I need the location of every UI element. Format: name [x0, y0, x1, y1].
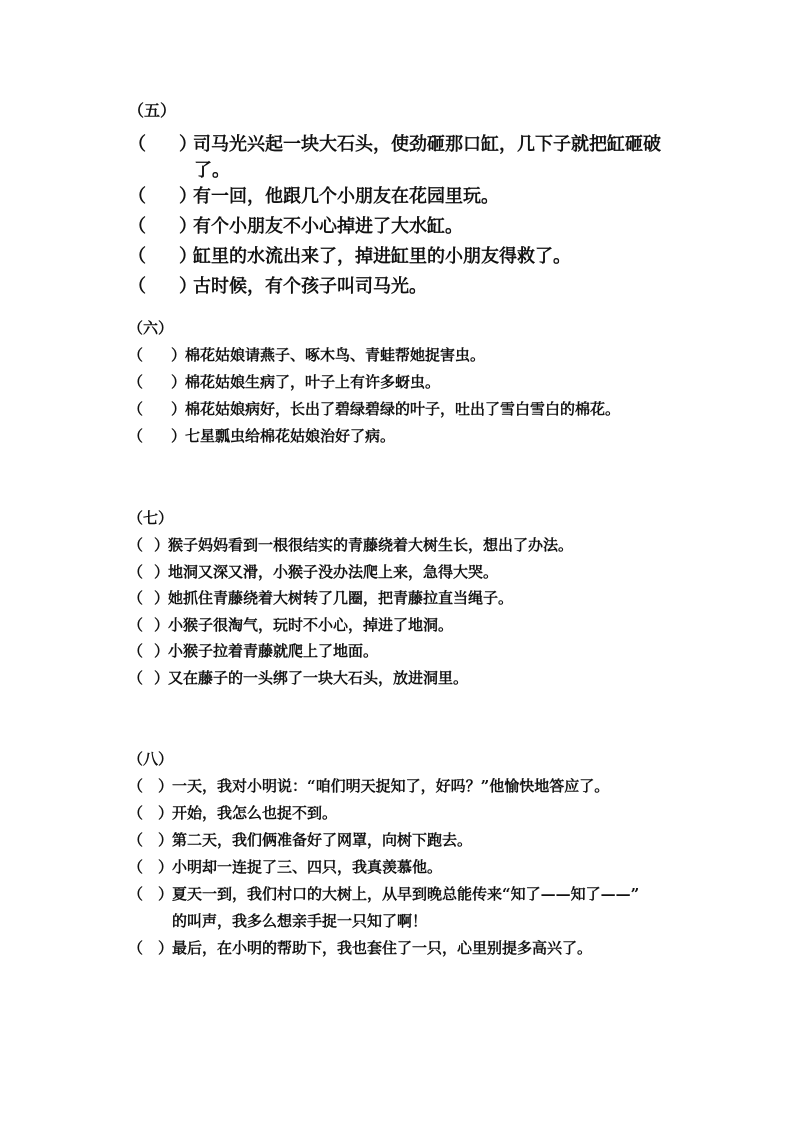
ordering-item	[128, 935, 748, 962]
answer-blank[interactable]	[128, 638, 170, 665]
ordering-item	[128, 773, 748, 800]
close-paren: ）	[158, 885, 174, 903]
item-text: 夏天一到，我们村口的大树上，从早到晚总能传来“知了——知了——”	[172, 885, 640, 903]
open-paren: （	[128, 939, 144, 957]
item-text: 最后，在小明的帮助下，我也套住了一只，心里别提多高兴了。	[172, 939, 593, 957]
open-paren: （	[128, 246, 146, 267]
item-text: 有一回，他跟几个小朋友在花园里玩。	[193, 186, 499, 207]
answer-blank[interactable]	[128, 182, 197, 212]
open-paren: （	[128, 400, 144, 418]
item-text: 小猴子很淘气，玩时不小心，掉进了地洞。	[168, 615, 454, 634]
ordering-item	[128, 423, 748, 450]
answer-blank[interactable]	[128, 854, 174, 881]
section-heading: （八）	[128, 750, 174, 768]
answer-blank[interactable]	[128, 612, 170, 639]
answer-blank[interactable]	[128, 272, 197, 302]
open-paren: （	[128, 777, 144, 795]
close-paren: ）	[179, 246, 197, 267]
item-text: 地洞又深又滑，小猴子没办法爬上来，急得大哭。	[168, 562, 499, 581]
ordering-item	[128, 800, 748, 827]
answer-blank[interactable]	[128, 342, 187, 369]
item-text: 第二天，我们俩准备好了网罩，向树下跑去。	[172, 831, 473, 849]
ordering-item	[128, 559, 748, 586]
section-heading: （七）	[128, 509, 174, 527]
open-paren: （	[128, 885, 144, 903]
answer-blank[interactable]	[128, 532, 170, 559]
close-paren: ）	[179, 186, 197, 207]
item-text: 她抓住青藤绕着大树转了几圈，把青藤拉直当绳子。	[168, 589, 514, 607]
item-text: 缸里的水流出来了，掉进缸里的小朋友得救了。	[193, 246, 571, 267]
ordering-item	[128, 242, 748, 272]
open-paren: （	[128, 668, 144, 687]
item-text: 棉花姑娘请燕子、啄木鸟、青蛙帮她捉害虫。	[185, 346, 486, 364]
open-paren: （	[128, 427, 144, 445]
ordering-item	[128, 182, 748, 212]
section-5	[128, 100, 748, 302]
open-paren: （	[128, 831, 144, 849]
open-paren: （	[128, 858, 144, 876]
answer-blank[interactable]	[128, 800, 174, 827]
close-paren: ）	[154, 536, 170, 554]
close-paren: ）	[158, 858, 174, 876]
open-paren: （	[128, 346, 144, 364]
close-paren: ）	[179, 276, 197, 297]
section-heading: （六）	[128, 319, 174, 337]
answer-blank[interactable]	[128, 773, 174, 800]
close-paren: ）	[171, 427, 187, 445]
item-text: 七星瓢虫给棉花姑娘治好了病。	[185, 427, 396, 445]
open-paren: （	[128, 373, 144, 391]
item-text: 棉花姑娘生病了，叶子上有许多蚜虫。	[185, 373, 441, 391]
answer-blank[interactable]	[128, 369, 187, 396]
ordering-item	[128, 612, 748, 639]
close-paren: ）	[154, 589, 170, 607]
ordering-item	[128, 854, 748, 881]
ordering-item	[128, 272, 748, 302]
ordering-item	[128, 396, 748, 423]
item-text: 又在藤子的一头绑了一块大石头，放进洞里。	[168, 668, 469, 687]
section-heading: （五）	[128, 101, 177, 120]
answer-blank[interactable]	[128, 559, 170, 586]
answer-blank[interactable]	[128, 212, 197, 242]
item-text: 猴子妈妈看到一根很结实的青藤绕着大树生长，想出了办法。	[168, 536, 574, 554]
close-paren: ）	[158, 939, 174, 957]
section-8	[128, 748, 748, 962]
close-paren: ）	[154, 642, 170, 660]
section-7	[128, 508, 748, 691]
close-paren: ）	[154, 668, 170, 687]
answer-blank[interactable]	[128, 585, 170, 612]
ordering-item	[128, 827, 748, 854]
item-text: 小明却一连捉了三、四只，我真羡慕他。	[172, 858, 443, 876]
close-paren: ）	[179, 134, 197, 155]
ordering-item	[128, 342, 748, 369]
close-paren: ）	[158, 804, 174, 822]
close-paren: ）	[171, 373, 187, 391]
item-text: 司马光兴起一块大石头，使劲砸那口缸，几下子就把缸砸破	[193, 134, 661, 155]
item-text: 棉花姑娘病好，长出了碧绿碧绿的叶子，吐出了雪白雪白的棉花。	[185, 400, 621, 418]
answer-blank[interactable]	[128, 935, 174, 962]
open-paren: （	[128, 216, 146, 237]
open-paren: （	[128, 536, 144, 554]
close-paren: ）	[171, 346, 187, 364]
ordering-item	[128, 638, 748, 665]
answer-blank[interactable]	[128, 242, 197, 272]
ordering-item	[128, 130, 748, 182]
open-paren: （	[128, 276, 146, 297]
answer-blank[interactable]	[128, 881, 174, 908]
open-paren: （	[128, 615, 144, 634]
close-paren: ）	[171, 400, 187, 418]
ordering-item	[128, 881, 748, 935]
close-paren: ）	[158, 831, 174, 849]
answer-blank[interactable]	[128, 396, 187, 423]
ordering-item	[128, 369, 748, 396]
open-paren: （	[128, 804, 144, 822]
ordering-item	[128, 665, 748, 692]
open-paren: （	[128, 134, 146, 155]
item-text: 古时候，有个孩子叫司马光。	[193, 276, 427, 297]
item-text-continued: 了。	[194, 160, 230, 181]
item-text: 有个小朋友不小心掉进了大水缸。	[193, 216, 463, 237]
item-text: 一天，我对小明说：“咱们明天捉知了，好吗？”他愉快地答应了。	[172, 777, 610, 795]
close-paren: ）	[154, 562, 170, 581]
ordering-item	[128, 585, 748, 612]
section-6	[128, 318, 748, 450]
item-text-continued: 的叫声，我多么想亲手捉一只知了啊！	[172, 912, 428, 930]
close-paren: ）	[179, 216, 197, 237]
open-paren: （	[128, 642, 144, 660]
answer-blank[interactable]	[128, 827, 174, 854]
item-text: 开始，我怎么也捉不到。	[172, 804, 338, 822]
item-text: 小猴子拉着青藤就爬上了地面。	[168, 642, 379, 660]
answer-blank[interactable]	[128, 423, 187, 450]
close-paren: ）	[154, 615, 170, 634]
answer-blank[interactable]	[128, 130, 197, 160]
open-paren: （	[128, 562, 144, 581]
answer-blank[interactable]	[128, 665, 170, 692]
open-paren: （	[128, 589, 144, 607]
ordering-item	[128, 532, 748, 559]
open-paren: （	[128, 186, 146, 207]
close-paren: ）	[158, 777, 174, 795]
ordering-item	[128, 212, 748, 242]
